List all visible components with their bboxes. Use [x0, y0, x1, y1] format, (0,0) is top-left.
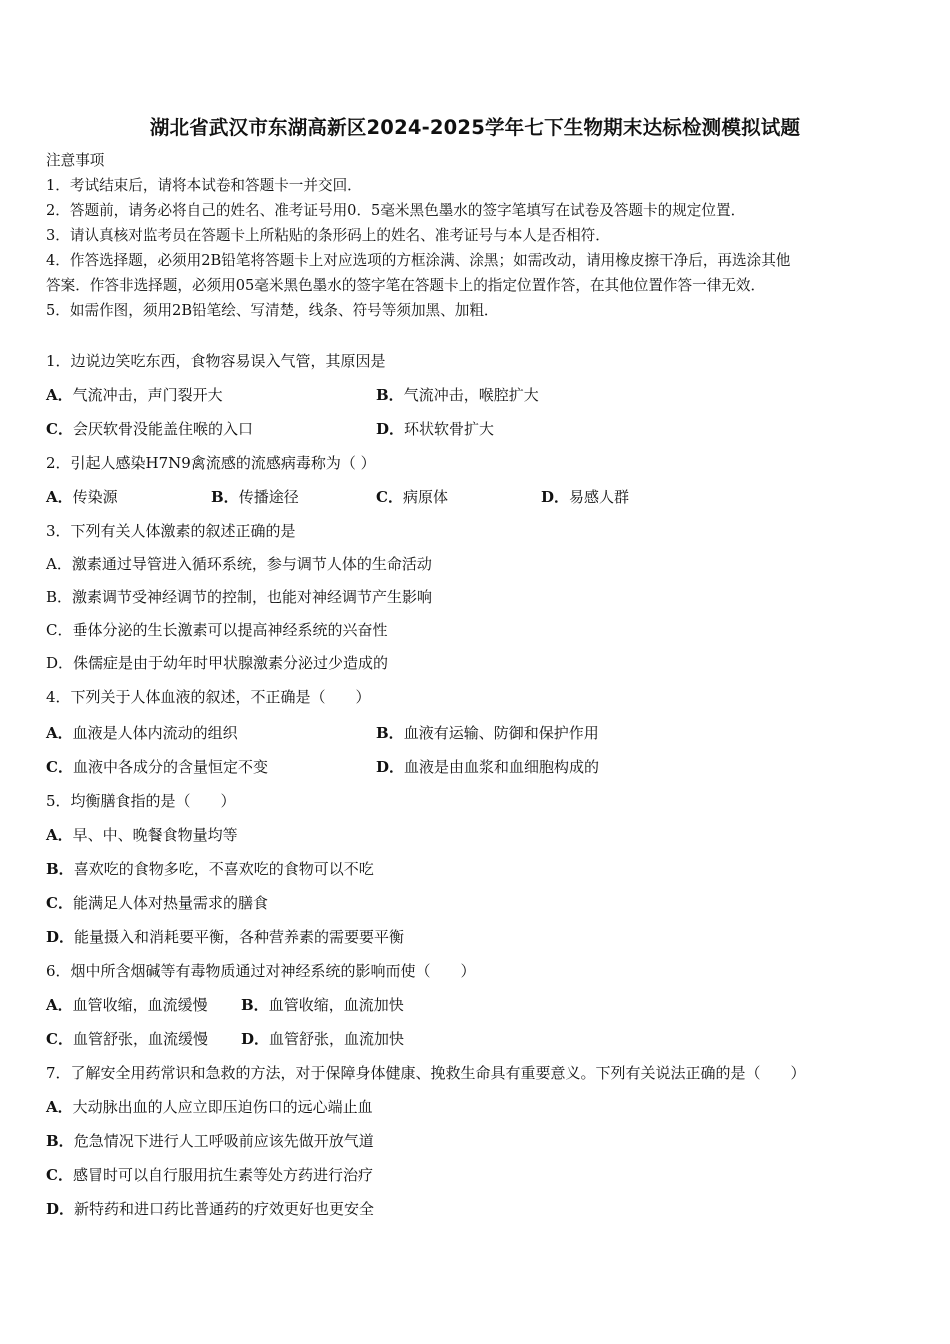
- option-d: D．侏儒症是由于幼年时甲状腺激素分泌过少造成的: [46, 654, 389, 672]
- option-b: B．危急情况下进行人工呼吸前应该先做开放气道: [46, 1132, 374, 1150]
- option-d: D．血液是由血浆和血细胞构成的: [376, 758, 600, 776]
- option-a: A．气流冲击，声门裂开大: [46, 386, 223, 404]
- notice-item: 3．请认真核对监考员在答题卡上所粘贴的条形码上的姓名、准考证号与本人是否相符．: [46, 227, 610, 244]
- option-a: A．传染源: [46, 488, 118, 506]
- option-c: C．血液中各成分的含量恒定不变: [46, 758, 268, 776]
- question-stem: 3．下列有关人体激素的叙述正确的是: [46, 522, 296, 540]
- notice-item: 1．考试结束后，请将本试卷和答题卡一并交回．: [46, 177, 362, 194]
- question-stem: 1．边说边笑吃东西，食物容易误入气管，其原因是: [46, 352, 386, 370]
- page-title: 湖北省武汉市东湖高新区2024-2025学年七下生物期末达标检测模拟试题: [149, 116, 801, 139]
- option-b: B．血液有运输、防御和保护作用: [376, 724, 599, 742]
- option-b: B．激素调节受神经调节的控制，也能对神经调节产生影响: [46, 588, 433, 606]
- option-c: C．血管舒张，血流缓慢: [46, 1030, 208, 1048]
- notice-item: 5．如需作图，须用2B铅笔绘、写清楚，线条、符号等须加黑、加粗．: [46, 302, 499, 319]
- option-c: C．感冒时可以自行服用抗生素等处方药进行治疗: [46, 1166, 373, 1184]
- option-d: D．环状软骨扩大: [376, 420, 495, 438]
- option-c: C．病原体: [376, 488, 448, 506]
- option-b: B．喜欢吃的食物多吃，不喜欢吃的食物可以不吃: [46, 860, 374, 878]
- option-c: C．会厌软骨没能盖住喉的入口: [46, 420, 253, 438]
- notice-heading: 注意事项: [46, 152, 105, 169]
- option-a: A．血管收缩，血流缓慢: [46, 996, 208, 1014]
- notice-item: 4．作答选择题，必须用2B铅笔将答题卡上对应选项的方框涂满、涂黑；如需改动，请用橡皮擦干净后，再选涂其他: [46, 252, 791, 269]
- option-a: A．早、中、晚餐食物量均等: [46, 826, 238, 844]
- question-stem: 5．均衡膳食指的是（ ）: [46, 792, 236, 810]
- option-d: D．血管舒张，血流加快: [241, 1030, 405, 1048]
- option-d: D．能量摄入和消耗要平衡，各种营养素的需要要平衡: [46, 928, 405, 946]
- option-b: B．血管收缩，血流加快: [241, 996, 404, 1014]
- option-b: B．传播途径: [211, 488, 299, 506]
- option-a: A．血液是人体内流动的组织: [46, 724, 238, 742]
- question-stem: 2．引起人感染H7N9禽流感的流感病毒称为（ ）: [46, 454, 376, 472]
- notice-item: 答案．作答非选择题，必须用05毫米黑色墨水的签字笔在答题卡上的指定位置作答，在其他位置作答一律无效．: [46, 277, 766, 294]
- option-a: A．大动脉出血的人应立即压迫伤口的远心端止血: [46, 1098, 373, 1116]
- question-stem: 4．下列关于人体血液的叙述，不正确是（ ）: [46, 688, 371, 706]
- question-stem: 7．了解安全用药常识和急救的方法，对于保障身体健康、挽救生命具有重要意义。下列有关说法正确的是（ ）: [46, 1064, 806, 1082]
- option-c: C．能满足人体对热量需求的膳食: [46, 894, 268, 912]
- option-d: D．易感人群: [541, 488, 630, 506]
- option-b: B．气流冲击，喉腔扩大: [376, 386, 539, 404]
- option-a: A．激素通过导管进入循环系统，参与调节人体的生命活动: [46, 555, 432, 573]
- option-d: D．新特药和进口药比普通药的疗效更好也更安全: [46, 1200, 375, 1218]
- notice-item: 2．答题前，请务必将自己的姓名、准考证号用0．5毫米黑色墨水的签字笔填写在试卷及答题卡的规定位置．: [46, 202, 746, 219]
- option-c: C．垂体分泌的生长激素可以提高神经系统的兴奋性: [46, 621, 388, 639]
- question-stem: 6．烟中所含烟碱等有毒物质通过对神经系统的影响而使（ ）: [46, 962, 476, 980]
